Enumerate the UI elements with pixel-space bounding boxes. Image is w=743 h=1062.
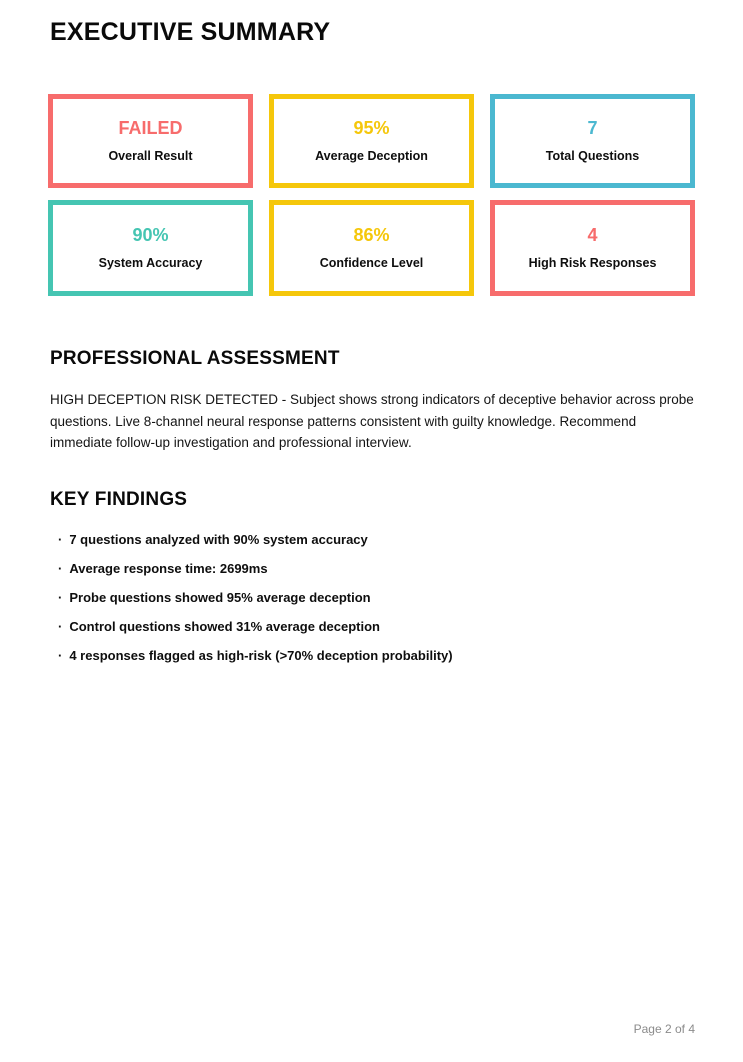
professional-assessment-section — [50, 348, 695, 454]
stat-card-high-risk-responses — [490, 200, 695, 296]
stat-card-system-accuracy — [48, 200, 253, 296]
professional-assessment-heading: PROFESSIONAL ASSESSMENT — [50, 348, 340, 369]
professional-assessment-text: HIGH DECEPTION RISK DETECTED - Subject shows strong indicators of deceptive behavior across probe questions. Live 8-channel neural response patterns consistent with guilty knowledge. Recommend immediate follow-up investigation and professional interview. — [50, 392, 694, 450]
key-finding-item: · Probe questions showed 95% average deception — [50, 591, 695, 605]
stat-value-overall-result: FAILED — [118, 117, 183, 138]
summary-cards-grid — [48, 94, 695, 296]
page-number: Page 2 of 4 — [633, 1022, 695, 1036]
stat-value-confidence-level: 86% — [353, 224, 390, 245]
stat-label-average-deception: Average Deception — [315, 149, 428, 164]
key-finding-item: · Control questions showed 31% average deception — [50, 620, 695, 634]
stat-card-overall-result — [48, 94, 253, 188]
stat-card-average-deception — [269, 94, 474, 188]
key-findings-section — [50, 489, 695, 663]
stat-card-total-questions — [490, 94, 695, 188]
key-findings-list — [50, 533, 695, 663]
page-title: EXECUTIVE SUMMARY — [50, 18, 331, 46]
key-finding-item: · 4 responses flagged as high-risk (>70% deception probability) — [50, 649, 695, 663]
stat-value-average-deception: 95% — [353, 117, 390, 138]
key-finding-item: · 7 questions analyzed with 90% system accuracy — [50, 533, 695, 547]
stat-card-confidence-level — [269, 200, 474, 296]
key-findings-heading: KEY FINDINGS — [50, 488, 188, 510]
key-finding-item: · Average response time: 2699ms — [50, 562, 695, 576]
stat-label-high-risk-responses: High Risk Responses — [528, 256, 657, 271]
stat-label-total-questions: Total Questions — [545, 149, 640, 164]
stat-value-system-accuracy: 90% — [132, 224, 169, 245]
stat-label-confidence-level: Confidence Level — [319, 256, 424, 271]
stat-value-high-risk-responses: 4 — [587, 224, 598, 245]
stat-label-system-accuracy: System Accuracy — [98, 256, 203, 271]
stat-value-total-questions: 7 — [587, 117, 598, 138]
stat-label-overall-result: Overall Result — [108, 149, 193, 164]
report-page — [0, 18, 743, 1062]
